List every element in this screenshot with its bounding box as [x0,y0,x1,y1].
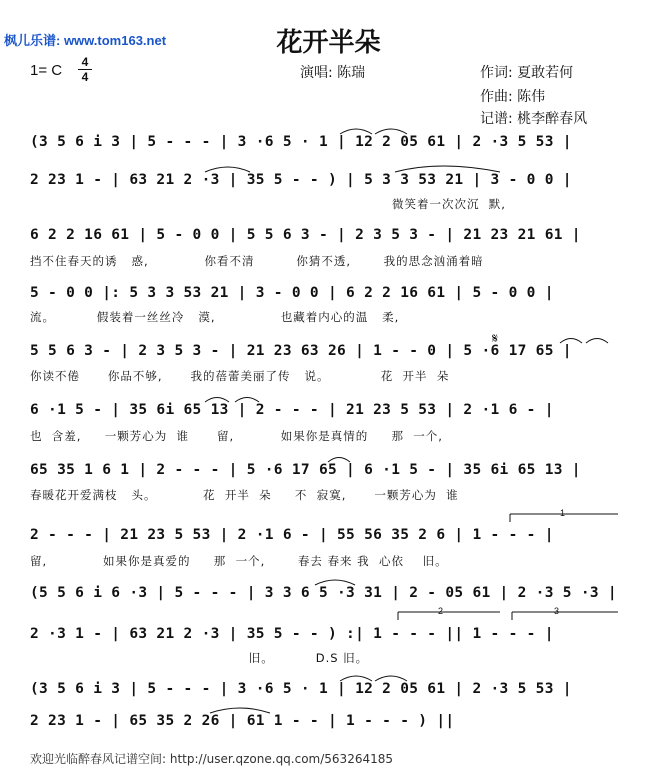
lyric-row-5: 你读不倦 你品不够, 我的蓓蕾美丽了传 说。 花 开半 朵 [30,369,450,383]
slur-mark [586,339,608,344]
segno-sign: 𝄋 [492,330,499,346]
slur-mark [340,129,372,134]
slur-mark [340,676,372,681]
notation-row-10: 2 ·3 1 - | 63 21 2 ·3 | 35 5 - - ) :| 1 - - - || 1 - - - | [30,626,554,642]
notation-row-5: 5 5 6 3 - | 2 3 5 3 - | 21 23 63 26 | 1 - - 0 | 5 ·6 17 65 | [30,343,572,359]
slur-mark [560,339,582,344]
composer-credit: 作曲: 陈伟 [480,89,546,105]
slur-mark [395,166,500,172]
slur-mark [375,676,407,681]
notation-row-9: (5 5 6 i 6 ·3 | 5 - - - | 3 3 6 5 ·3 31 | 2 - 05 61 | 2 ·3 5 ·3 | [30,585,617,601]
site-label[interactable]: 枫儿乐谱: www.tom163.net [4,33,167,48]
lyric-row-4: 流。 假装着一丝丝冷 漠, 也藏着内心的温 柔, [30,310,400,324]
notation-row-2: 2 23 1 - | 63 21 2 ·3 | 35 5 - - ) | 5 3 3 53 21 | 3 - 0 0 | [30,172,572,188]
notation-row-8: 2 - - - | 21 23 5 53 | 2 ·1 6 - | 55 56 35 2 6 | 1 - - - | [30,527,554,543]
slur-mark [315,580,355,585]
notation-row-6: 6 ·1 5 - | 35 6i 65 13 | 2 - - - | 21 23 5 53 | 2 ·1 6 - | [30,402,554,418]
song-title: 花开半朵 [276,28,381,58]
time-signature-top: 4 [81,55,89,69]
transcriber-credit: 记谱: 桃李醉春风 [480,111,588,127]
slur-mark [210,708,270,713]
lyric-row-2: 微笑着一次次沉 默, [392,197,506,211]
slur-mark [235,398,259,403]
volta-third-label: 3 [554,606,560,616]
notation-row-4: 5 - 0 0 |: 5 3 3 53 21 | 3 - 0 0 | 6 2 2 16 61 | 5 - 0 0 | [30,285,554,301]
time-signature-bottom: 4 [81,70,89,84]
footer-note[interactable]: 欢迎光临醉春风记谱空间: http://user.qzone.qq.com/563264185 [30,752,394,766]
lyric-row-10: 旧。 D.S 旧。 [30,651,369,665]
volta-first-label: 1 [560,508,566,518]
key-signature: 1= C [30,62,63,79]
volta-second-label: 2 [438,606,444,616]
lyric-row-7: 春暖花开爱满枝 头。 花 开半 朵 不 寂寞, 一颗芳心为 谁 [30,488,459,502]
slur-mark [205,167,250,172]
lyric-row-6: 也 含羞, 一颗芳心为 谁 留, 如果你是真情的 那 一个, [30,429,443,443]
lyric-row-3: 挡不住春天的诱 惑, 你看不清 你猜不透, 我的思念汹涌着暗 [30,254,484,268]
notation-row-3: 6 2 2 16 61 | 5 - 0 0 | 5 5 6 3 - | 2 3 5 3 - | 21 23 21 61 | [30,227,581,243]
lyricist-credit: 作词: 夏敢若何 [480,65,574,81]
notation-row-11: (3 5 6 i 3 | 5 - - - | 3 ·6 5 · 1 | 12 2 05 61 | 2 ·3 5 53 | [30,681,572,697]
lyric-row-8: 留, 如果你是真爱的 那 一个, 春去 春来 我 心依 旧。 [30,554,448,568]
singer-credit: 演唱: 陈瑞 [300,65,366,81]
notation-row-1: (3 5 6 i 3 | 5 - - - | 3 ·6 5 · 1 | 12 2 05 61 | 2 ·3 5 53 | [30,134,572,150]
slur-mark [205,398,229,403]
slur-mark [375,129,407,134]
notation-row-7: 65 35 1 6 1 | 2 - - - | 5 ·6 17 65 | 6 ·1 5 - | 35 6i 65 13 | [30,462,581,478]
slur-mark [328,458,350,463]
notation-row-12: 2 23 1 - | 65 35 2 26 | 61 1 - - | 1 - - - ) || [30,713,455,729]
